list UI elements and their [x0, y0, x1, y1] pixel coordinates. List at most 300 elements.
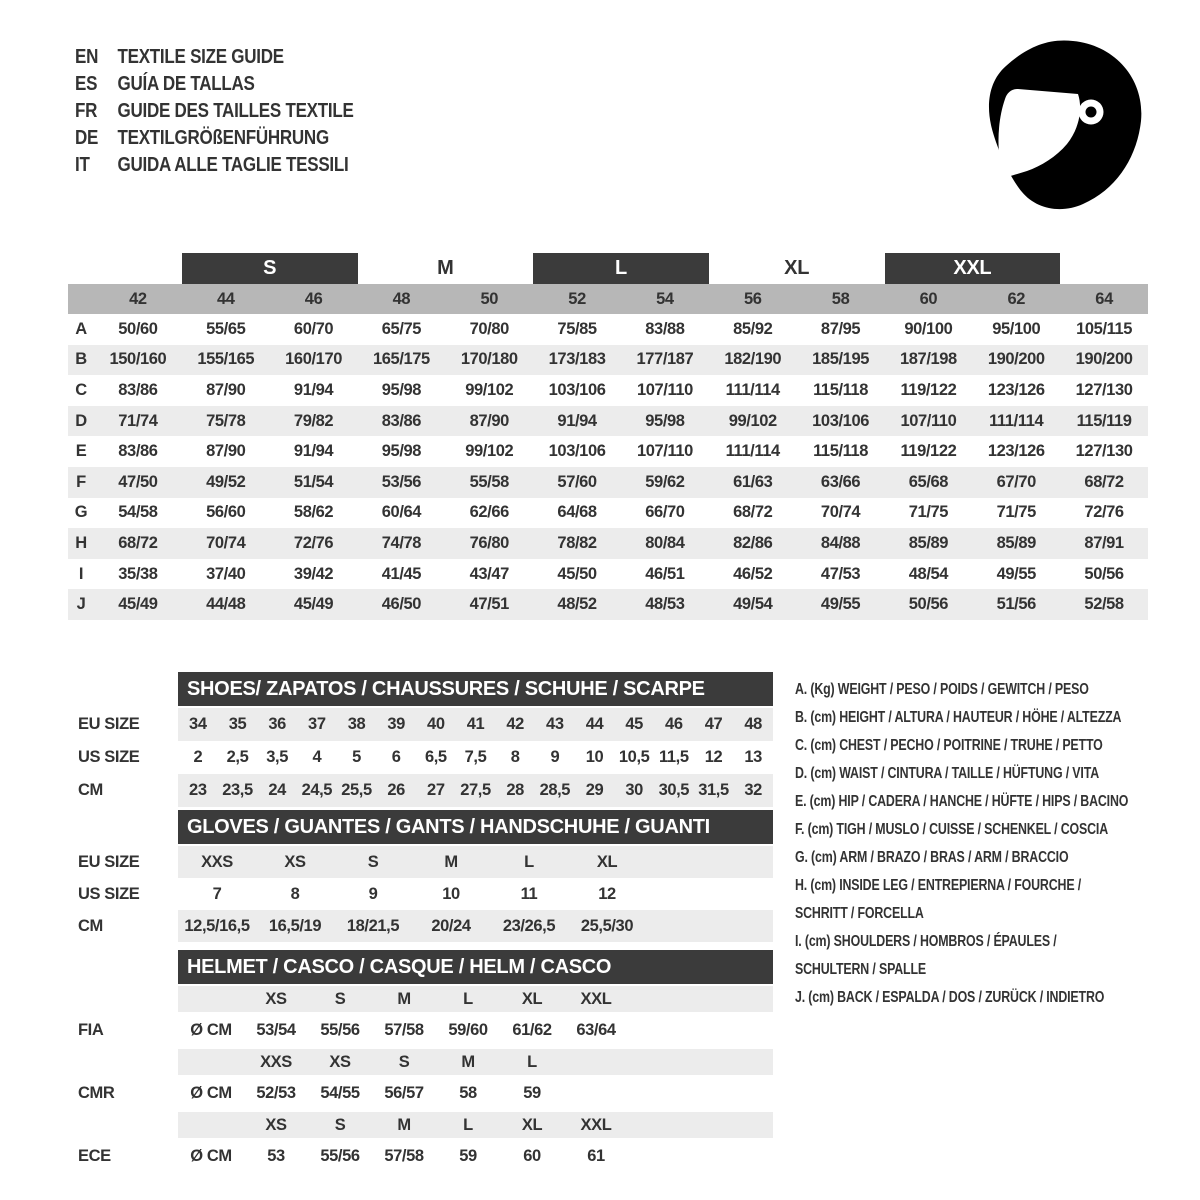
size-value: 38	[347, 715, 366, 733]
diameter-column-spacer	[178, 1049, 244, 1075]
size-value: 107/110	[636, 442, 693, 461]
size-value: 52/58	[1084, 595, 1124, 614]
legend-line: G. (cm) ARM / BRAZO / BRAS / ARM / BRACCIO	[795, 849, 1069, 866]
size-value: 79/82	[293, 411, 334, 430]
size-value: 70/80	[469, 319, 509, 338]
size-value: 160/170	[285, 350, 342, 369]
size-value: 29	[585, 781, 604, 799]
helmet-icon	[975, 35, 1160, 215]
size-value: 64/68	[557, 503, 597, 522]
size-table-row	[68, 589, 1148, 620]
size-value: 23,5	[222, 781, 253, 799]
language-title: TEXTILGRÖßENFÜHRUNG	[117, 127, 329, 149]
size-value: 65/75	[381, 319, 422, 338]
size-value: 46	[665, 715, 683, 733]
size-value: 49/55	[996, 564, 1036, 583]
language-row	[75, 152, 354, 179]
size-value: 87/90	[206, 442, 246, 461]
size-value: 35/38	[118, 564, 158, 583]
helmet-size-label: XL	[521, 989, 543, 1008]
helmet-values	[178, 1075, 773, 1112]
size-table-row	[68, 467, 1148, 498]
size-value: 99/102	[728, 411, 777, 430]
size-value: 67/70	[996, 472, 1036, 491]
size-value: 65/68	[908, 472, 949, 491]
size-value: 27	[427, 781, 445, 799]
size-value: 8	[290, 884, 300, 903]
size-value: 103/106	[548, 442, 606, 461]
size-value: XXS	[201, 852, 233, 871]
size-value: 63/66	[820, 472, 861, 491]
size-group-m: M	[437, 257, 454, 279]
size-value: 24,5	[301, 781, 333, 799]
size-value: 48/53	[645, 595, 685, 614]
size-value: 78/82	[557, 533, 597, 552]
size-value: 60	[523, 1147, 541, 1165]
size-group-l: L	[533, 253, 709, 284]
size-value: 44/48	[206, 595, 246, 614]
row-values	[178, 910, 773, 942]
size-value: 7	[212, 884, 222, 903]
size-value: 58	[459, 1084, 477, 1102]
row-label-spacer	[78, 1112, 178, 1138]
row-letter: G	[74, 503, 88, 522]
row-values	[178, 708, 773, 741]
language-title: TEXTILE SIZE GUIDE	[117, 46, 284, 68]
size-value: 47	[704, 715, 723, 733]
size-table-row	[68, 314, 1148, 345]
size-table-row	[68, 528, 1148, 559]
helmet-size-label: XXS	[260, 1052, 292, 1071]
size-value: 74/78	[381, 533, 422, 552]
size-value: 103/106	[812, 411, 869, 430]
size-value: 9	[368, 884, 378, 903]
size-value: 3,5	[266, 748, 289, 766]
size-value: 46/50	[381, 595, 422, 614]
size-table-row	[68, 406, 1148, 437]
size-value: 107/110	[900, 411, 957, 430]
size-value: 49/55	[820, 595, 861, 614]
helmet-values-row	[78, 1138, 773, 1175]
size-value: 2	[193, 748, 203, 766]
row-values	[178, 774, 773, 807]
gloves-row	[78, 910, 773, 942]
size-value: 75/85	[557, 319, 597, 338]
size-value: 12,5/16,5	[184, 916, 250, 935]
legend-line: I. (cm) SHOULDERS / HOMBROS / ÉPAULES /	[795, 933, 1057, 950]
size-value: 62/66	[469, 503, 509, 522]
numeric-size: 46	[304, 289, 323, 308]
size-value: 87/95	[820, 319, 861, 338]
size-value: 43	[546, 715, 564, 733]
size-value: 49/52	[206, 472, 246, 491]
size-value: 70/74	[820, 503, 861, 522]
row-values	[178, 846, 773, 878]
standard-label: ECE	[78, 1147, 111, 1165]
size-value: 28,5	[539, 781, 571, 799]
size-value: 127/130	[1075, 380, 1133, 399]
helmet-values-row	[78, 1012, 773, 1049]
shoes-table-title: SHOES/ ZAPATOS / CHAUSSURES / SCHUHE / SCARPE	[178, 672, 773, 706]
size-value: 54/55	[320, 1084, 360, 1102]
size-value: 72/76	[1084, 503, 1124, 522]
size-value: 55/65	[206, 319, 246, 338]
helmet-size-table	[78, 950, 773, 1175]
size-value: 83/86	[118, 442, 158, 461]
size-value: 45/49	[293, 595, 334, 614]
language-code: IT	[75, 154, 90, 176]
size-value: 76/80	[469, 533, 509, 552]
size-value: 10,5	[618, 748, 650, 766]
diameter-column-spacer	[178, 1112, 244, 1138]
size-value: 61	[587, 1147, 605, 1165]
row-label-spacer	[78, 1049, 178, 1075]
helmet-table-title: HELMET / CASCO / CASQUE / HELM / CASCO	[178, 950, 773, 984]
helmet-size-label: L	[527, 1052, 537, 1071]
size-value: 57/60	[557, 472, 597, 491]
size-value: 41	[466, 715, 485, 733]
numeric-size: 58	[831, 289, 850, 308]
size-value: 71/74	[118, 411, 158, 430]
size-value: 91/94	[557, 411, 597, 430]
size-value: 23/26,5	[502, 916, 556, 935]
shoes-row	[78, 708, 773, 741]
size-value: 40	[427, 715, 445, 733]
numeric-size: 56	[743, 289, 762, 308]
row-label-spacer	[78, 986, 178, 1012]
diameter-label: Ø CM	[190, 1021, 232, 1039]
size-group-xxl: XXL	[885, 253, 1061, 284]
size-value: 115/118	[813, 380, 869, 399]
size-value: 16,5/19	[268, 916, 322, 935]
size-value: 43/47	[469, 564, 509, 583]
row-letter: A	[75, 319, 87, 338]
size-value: 48/52	[557, 595, 597, 614]
size-value: 173/183	[548, 350, 606, 369]
size-value: XL	[596, 852, 618, 871]
size-value: 87/90	[206, 380, 246, 399]
size-value: 50/60	[118, 319, 158, 338]
language-title: GUIDA ALLE TAGLIE TESSILI	[117, 154, 349, 176]
size-value: 26	[387, 781, 405, 799]
size-value: 45/49	[118, 595, 158, 614]
size-value: 119/122	[900, 442, 957, 461]
gloves-row	[78, 878, 773, 910]
language-code: ES	[75, 73, 98, 95]
size-value: 41/45	[381, 564, 422, 583]
row-values	[178, 878, 773, 910]
size-value: 59	[523, 1084, 541, 1102]
size-value: 111/114	[989, 411, 1044, 430]
size-value: 99/102	[465, 442, 514, 461]
size-value: 55/56	[320, 1021, 360, 1039]
size-value: 91/94	[293, 380, 334, 399]
standard-label: CMR	[78, 1084, 115, 1102]
helmet-sizes-row	[78, 1112, 773, 1138]
size-value: 36	[268, 715, 286, 733]
size-value: 54/58	[118, 503, 158, 522]
size-value: 13	[744, 748, 762, 766]
row-letter: J	[76, 595, 86, 614]
size-value: 48	[744, 715, 762, 733]
size-value: 27,5	[460, 781, 491, 799]
size-value: 10	[442, 884, 460, 903]
helmet-size-label: M	[461, 1052, 475, 1071]
size-value: 30,5	[658, 781, 690, 799]
helmet-sizes-row	[78, 986, 773, 1012]
size-value: 55/56	[320, 1147, 360, 1165]
helmet-size-label: S	[398, 1052, 410, 1071]
diameter-label: Ø CM	[190, 1084, 232, 1102]
language-title: GUÍA DE TALLAS	[117, 73, 255, 95]
row-letter: B	[75, 350, 87, 369]
size-value: 177/187	[636, 350, 694, 369]
size-value: 111/114	[725, 442, 780, 461]
language-row	[75, 125, 354, 152]
size-value: 34	[189, 715, 207, 733]
size-value: 44	[585, 715, 604, 733]
row-label: EU SIZE	[78, 715, 140, 733]
legend-line: E. (cm) HIP / CADERA / HANCHE / HÜFTE / HIPS / BACINO	[795, 793, 1129, 810]
size-value: 5	[352, 748, 361, 766]
size-value: 185/195	[812, 350, 869, 369]
size-value: 8	[510, 748, 520, 766]
size-value: 87/90	[469, 411, 509, 430]
size-value: 87/91	[1084, 533, 1124, 552]
size-value: 61/63	[733, 472, 773, 491]
size-value: S	[367, 852, 379, 871]
size-value: 50/56	[1084, 564, 1124, 583]
size-value: 51/56	[996, 595, 1036, 614]
size-value: 6	[391, 748, 401, 766]
size-value: 6,5	[424, 748, 447, 766]
numeric-size: 64	[1095, 289, 1113, 308]
numeric-size: 50	[480, 289, 499, 308]
size-table-row	[68, 375, 1148, 406]
helmet-size-label: XXL	[580, 1115, 612, 1134]
size-value: 165/175	[372, 350, 430, 369]
size-value: 18/21,5	[346, 916, 400, 935]
size-value: 68/72	[1084, 472, 1124, 491]
helmet-sizes	[178, 1049, 773, 1075]
row-values	[178, 741, 773, 774]
numeric-size: 42	[129, 289, 147, 308]
language-code: EN	[75, 46, 99, 68]
language-code: DE	[75, 127, 99, 149]
measurement-legend	[795, 676, 1128, 1012]
size-value: 58/62	[293, 503, 334, 522]
size-value: 12	[704, 748, 723, 766]
size-value: 53	[267, 1147, 285, 1165]
size-value: 52/53	[256, 1084, 296, 1102]
size-value: 49/54	[733, 595, 773, 614]
helmet-sizes-row	[78, 1049, 773, 1075]
size-value: 47/53	[820, 564, 861, 583]
numeric-size: 52	[568, 289, 586, 308]
size-value: 123/126	[987, 380, 1045, 399]
size-value: 71/75	[996, 503, 1036, 522]
size-value: 24	[268, 781, 286, 799]
size-value: 95/100	[992, 319, 1041, 338]
size-value: 60/70	[293, 319, 334, 338]
legend-line: D. (cm) WAIST / CINTURA / TAILLE / HÜFTUNG / VITA	[795, 765, 1099, 782]
legend-line: J. (cm) BACK / ESPALDA / DOS / ZURÜCK / INDIETRO	[795, 989, 1105, 1006]
size-value: 85/89	[908, 533, 949, 552]
gloves-row	[78, 846, 773, 878]
size-value: 37/40	[206, 564, 246, 583]
size-value: 111/114	[725, 380, 780, 399]
size-value: 63/64	[576, 1021, 616, 1039]
size-value: 190/200	[1075, 350, 1133, 369]
size-value: 56/57	[384, 1084, 424, 1102]
size-value: 66/70	[645, 503, 685, 522]
size-value: 28	[506, 781, 524, 799]
helmet-sizes	[178, 1112, 773, 1138]
language-row	[75, 98, 354, 125]
size-value: 68/72	[733, 503, 773, 522]
helmet-size-label: XS	[329, 1052, 351, 1071]
size-table-row	[68, 436, 1148, 467]
numeric-size: 62	[1007, 289, 1026, 308]
numeric-size: 48	[392, 289, 411, 308]
standard-label: FIA	[78, 1021, 104, 1039]
legend-line: F. (cm) TIGH / MUSLO / CUISSE / SCHENKEL / COSCIA	[795, 821, 1108, 838]
row-label: CM	[78, 916, 103, 935]
language-row	[75, 44, 354, 71]
size-value: 39	[387, 715, 405, 733]
size-value: 182/190	[724, 350, 782, 369]
size-value: 95/98	[381, 380, 422, 399]
helmet-size-label: L	[463, 1115, 473, 1134]
size-value: 59/62	[645, 472, 685, 491]
helmet-size-label: XL	[521, 1115, 543, 1134]
shoes-row	[78, 774, 773, 807]
size-value: 53/54	[256, 1021, 296, 1039]
size-value: L	[524, 852, 534, 871]
row-letter: I	[78, 564, 84, 583]
size-value: 45	[625, 715, 643, 733]
size-value: 47/51	[469, 595, 509, 614]
size-value: 46/52	[733, 564, 773, 583]
size-value: 53/56	[381, 472, 422, 491]
legend-line: SCHRITT / FORCELLA	[795, 905, 924, 922]
row-letter: E	[75, 442, 87, 461]
helmet-values	[178, 1138, 773, 1175]
size-value: 57/58	[384, 1021, 424, 1039]
size-value: 80/84	[645, 533, 685, 552]
size-value: 48/54	[908, 564, 949, 583]
size-value: 7,5	[464, 748, 487, 766]
helmet-size-label: XS	[265, 989, 287, 1008]
size-value: 72/76	[293, 533, 334, 552]
legend-line: C. (cm) CHEST / PECHO / POITRINE / TRUHE / PETTO	[795, 737, 1103, 754]
size-value: 11,5	[659, 748, 689, 766]
size-table-row	[68, 498, 1148, 529]
size-value: 31,5	[698, 781, 729, 799]
size-value: 70/74	[206, 533, 246, 552]
size-value: 59/60	[448, 1021, 488, 1039]
language-row	[75, 71, 354, 98]
helmet-size-label: S	[334, 1115, 346, 1134]
size-value: 115/118	[813, 442, 869, 461]
numeric-size: 60	[919, 289, 938, 308]
row-label: EU SIZE	[78, 852, 140, 871]
size-value: 11	[520, 884, 538, 903]
size-value: 115/119	[1076, 411, 1132, 430]
row-label: US SIZE	[78, 748, 140, 766]
legend-line: H. (cm) INSIDE LEG / ENTREPIERNA / FOURCHE /	[795, 877, 1081, 894]
size-value: 84/88	[820, 533, 861, 552]
size-value: 9	[550, 748, 560, 766]
shoes-size-table	[78, 672, 773, 807]
size-value: 4	[312, 748, 322, 766]
shoes-row	[78, 741, 773, 774]
language-header	[75, 44, 354, 179]
gloves-size-table	[78, 810, 773, 942]
size-value: 55/58	[469, 472, 509, 491]
row-label: US SIZE	[78, 884, 140, 903]
size-value: 2,5	[226, 748, 249, 766]
size-table-row	[68, 345, 1148, 376]
size-value: 95/98	[645, 411, 685, 430]
helmet-size-label: XS	[265, 1115, 287, 1134]
size-value: 60/64	[381, 503, 422, 522]
size-value: 42	[506, 715, 524, 733]
helmet-size-label: M	[397, 1115, 411, 1134]
size-value: 170/180	[460, 350, 518, 369]
row-letter: H	[75, 533, 87, 552]
size-value: 187/198	[899, 350, 957, 369]
textile-size-table	[68, 253, 1148, 620]
size-value: 39/42	[293, 564, 334, 583]
size-value: 37	[308, 715, 326, 733]
size-value: 85/89	[996, 533, 1036, 552]
row-letter: D	[75, 411, 87, 430]
size-value: 150/160	[109, 350, 167, 369]
language-code: FR	[75, 100, 98, 122]
helmet-values-row	[78, 1075, 773, 1112]
legend-line: B. (cm) HEIGHT / ALTURA / HAUTEUR / HÖHE / ALTEZZA	[795, 709, 1122, 726]
size-value: 103/106	[548, 380, 606, 399]
size-value: 85/92	[733, 319, 773, 338]
size-value: 91/94	[293, 442, 334, 461]
size-value: 82/86	[733, 533, 773, 552]
size-group-xl: XL	[784, 257, 810, 279]
size-value: 83/86	[118, 380, 158, 399]
row-letter: F	[76, 472, 86, 491]
size-value: 10	[585, 748, 604, 766]
size-value: 68/72	[118, 533, 158, 552]
size-value: 23	[189, 781, 207, 799]
size-value: 51/54	[293, 472, 334, 491]
helmet-values	[178, 1012, 773, 1049]
size-value: 75/78	[206, 411, 246, 430]
size-value: 20/24	[431, 916, 471, 935]
size-value: 35	[228, 715, 247, 733]
size-group-header-row	[68, 253, 1148, 284]
numeric-size: 44	[216, 289, 235, 308]
size-value: 105/115	[1076, 319, 1133, 338]
helmet-size-label: L	[463, 989, 473, 1008]
helmet-size-label: S	[334, 989, 346, 1008]
diameter-column-spacer	[178, 986, 244, 1012]
size-value: 155/165	[197, 350, 255, 369]
row-letter: C	[75, 380, 87, 399]
letter-column-spacer	[68, 284, 94, 314]
measurement-rows	[68, 314, 1148, 620]
size-value: 95/98	[381, 442, 422, 461]
helmet-size-label: M	[397, 989, 411, 1008]
